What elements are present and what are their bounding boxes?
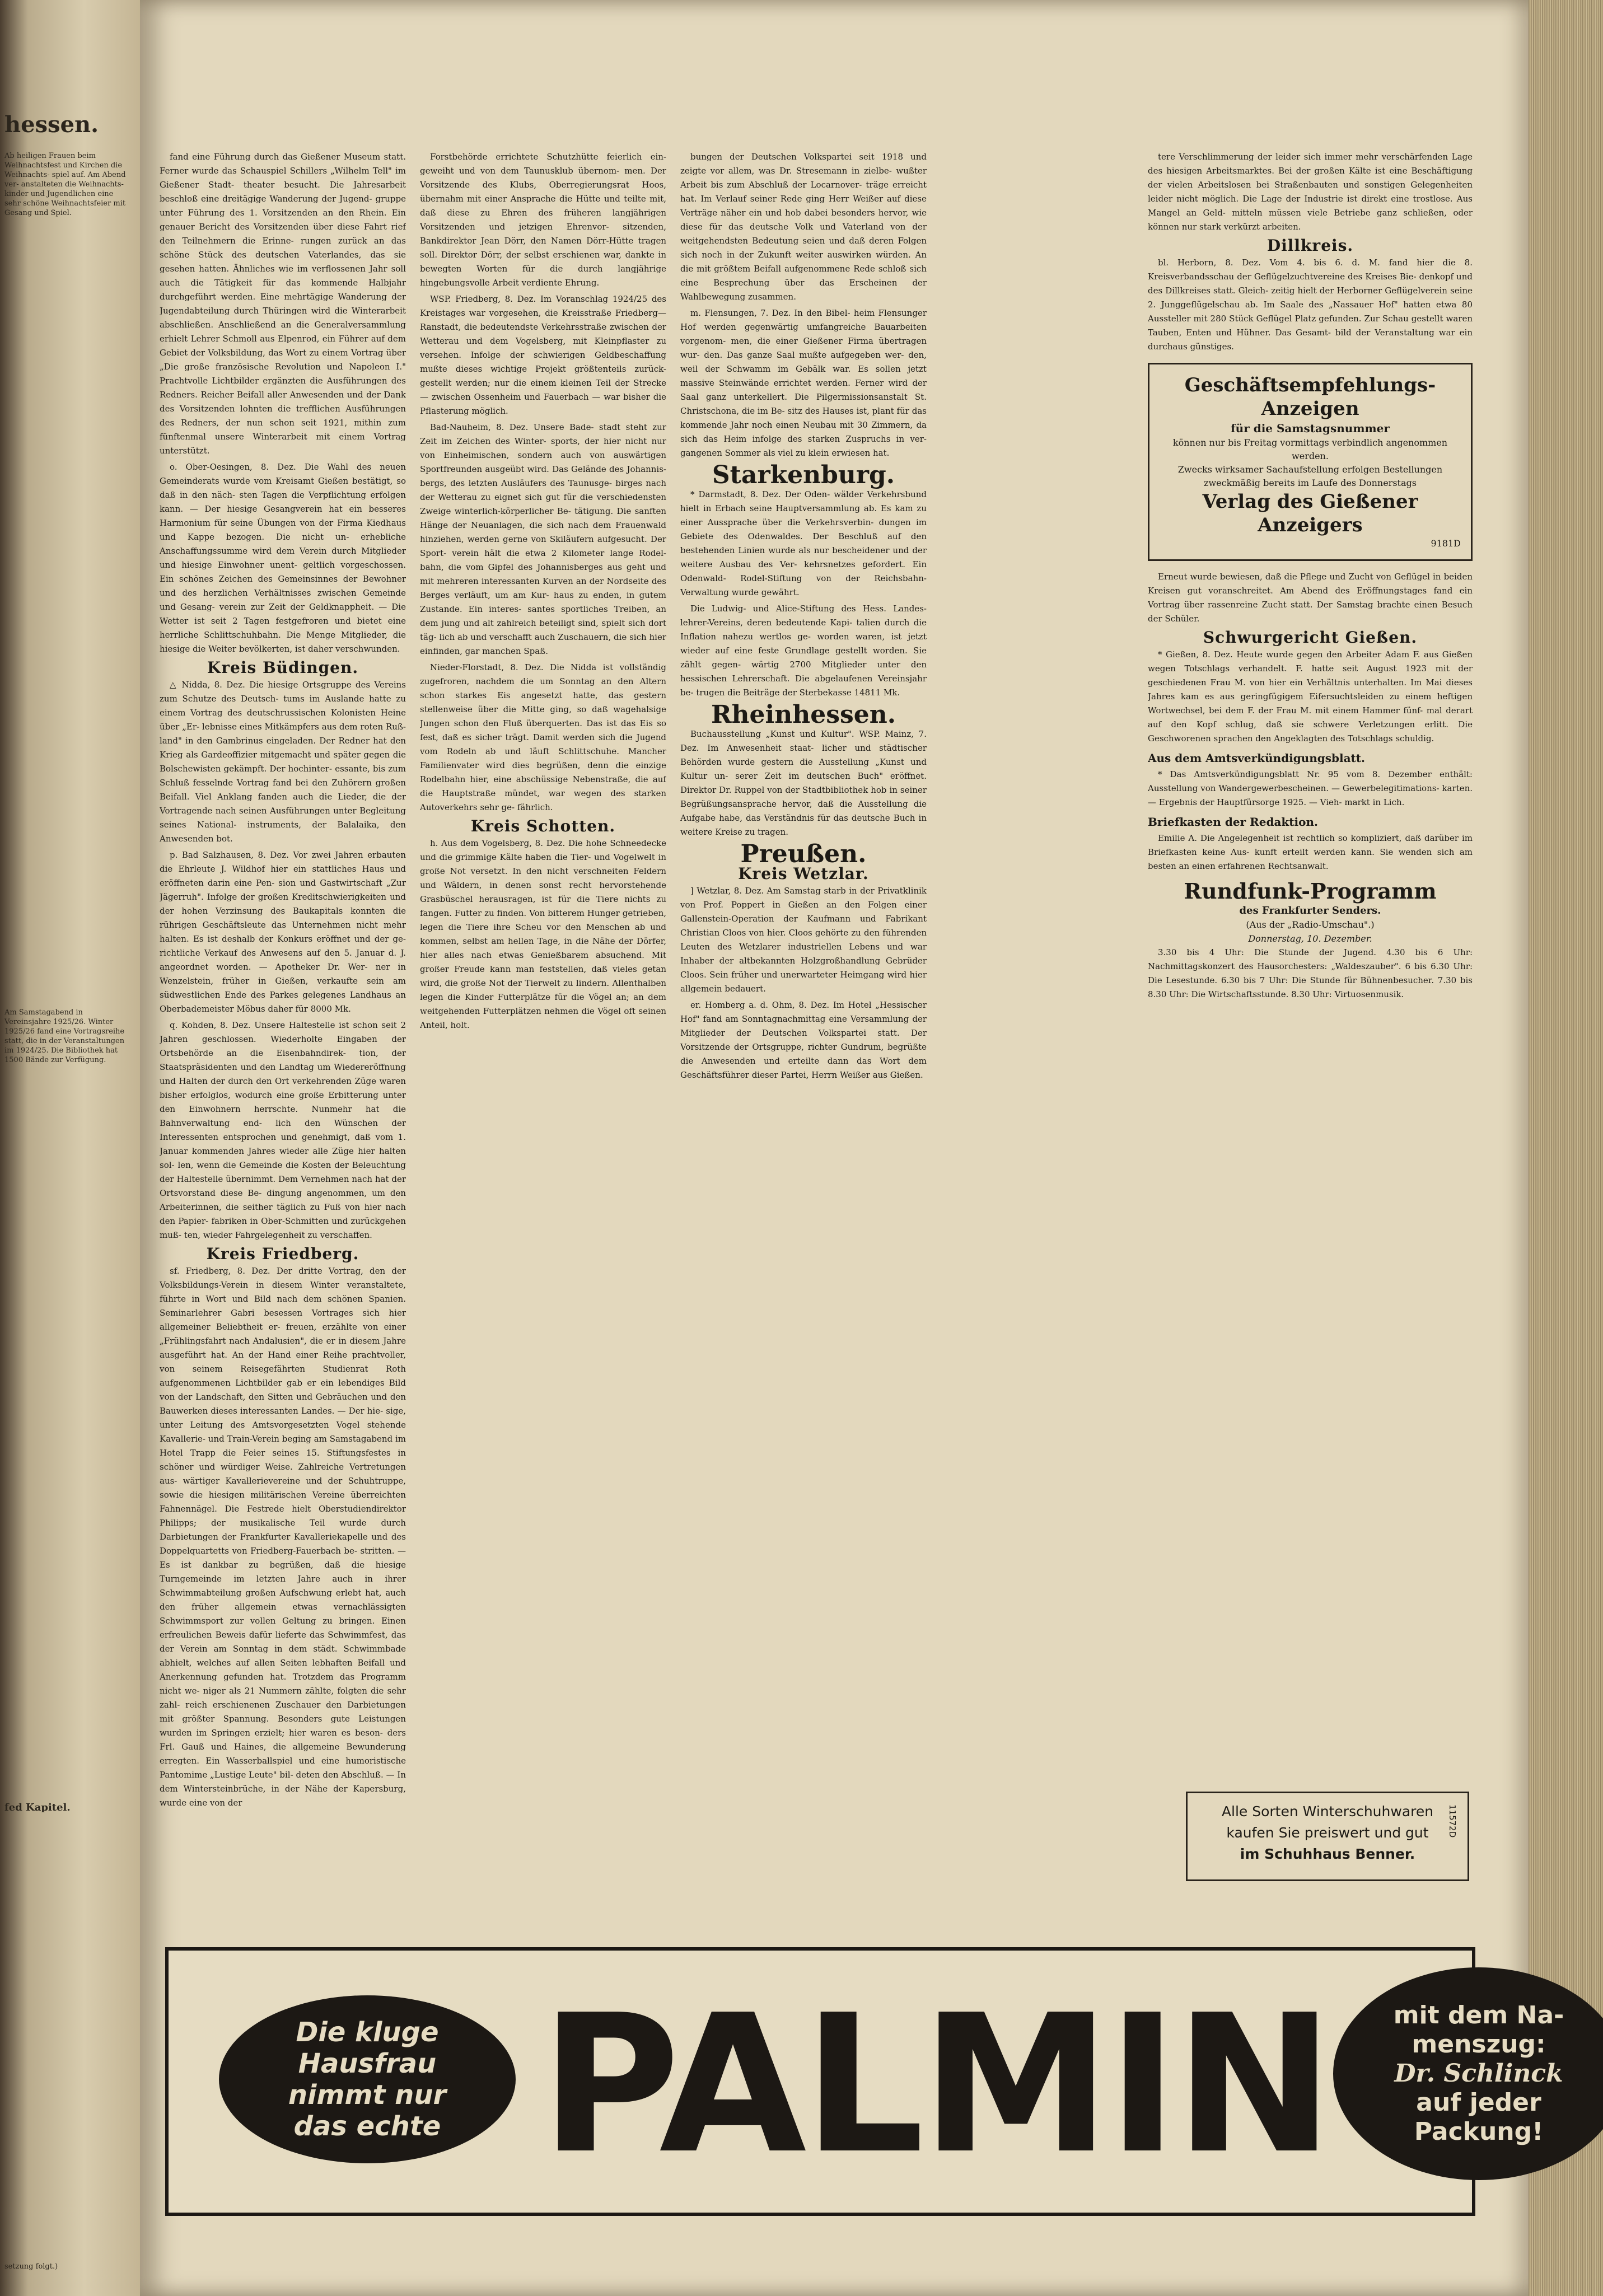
slogan-line: Die kluge [296, 2017, 439, 2048]
article-text: sf. Friedberg, 8. Dez. Der dritte Vortrag, den der Volksbildungs-Verein in diesem Winter veranstaltete, führte in Wort und Bild nach dem schönen Spanien. Seminarlehrer Gabri besessen Vortrages sich hier allgemeiner Beliebtheit er- freuen, erzählte von einer „Frühlingsfahrt nach Andalusien", die er in diesem Jahre ausgeführt hat. An der Hand einer Reihe prachtvoller, von seinem Reisegefährten Studienrat Roth aufgenommenen Lichtbilder gab er ein lebendiges Bild von der Landschaft, den Sitten und Gebräuchen und den Bauwerken dieses interessanten Landes. — Der hie- sige, unter Leitung des Amtsvorgesetzten Vogel stehende Kavallerie- und Train-Verein beging am Samstagabend im Hotel Trapp die Feier seines 15. Stiftungsfestes in schöner und würdiger Weise. Zahlreiche Vertretungen aus- wärtiger Kavallerievereine und der Schuhtruppe, sowie die hiesigen militärischen Vereine überreichten Fahnennägel. Die Festrede hielt Oberstudiendirektor Philipps; der musikalische Teil wurde durch Darbietungen der Frankfurter Kavalleriekapelle und des Doppelquartetts von Friedberg-Fauerbach be- stritten. — Es ist dankbar zu begrüßen, daß die hiesige Turngemeinde im letzten Jahre auch in ihrer Schwimmabteilung großen Aufschwung erlebt hat, auch den früher allgemein etwas vernachlässigten Schwimmsport zur vollen Geltung zu bringen. Einen erfreulichen Beweis dafür lieferte das Schwimmfest, das der Verein am Sonntag in dem städt. Schwimmbade abhielt, welches auf allen Seiten lebhaften Beifall und Anerkennung gefunden hat. Trotzdem das Programm nicht we- niger als 21 Nummern zählte, folgten die sehr zahl- reich erschienenen Zuschauer den Darbietungen mit größter Spannung. Besonders gute Leistungen wurden im Springen erzielt; hier waren es beson- ders Frl. Gauß und Haines, die allgemeine Bewunderung erregten. Ein Wasserballspiel und eine humoristische Pantomime „Lustige Leute" bil- deten den Abschluß. — In dem Wintersteinbrüche, in der Nähe der Kapersburg, wurde eine von der [160, 1266, 406, 1808]
section-heading: Dillkreis. [1266, 236, 1354, 255]
region-heading: Preußen. [740, 840, 867, 868]
column-3 [680, 150, 927, 1930]
article-text: Erneut wurde bewiesen, daß die Pflege und Zucht von Geflügel in beiden Kreisen gut voranschreitet. Am Abend des Eröffnungstages fand ein Vortrag über rassenreine Zucht statt. Der Samstag brachte einen Besuch der Schüler. [1148, 572, 1473, 624]
article-text: 3.30 bis 4 Uhr: Die Stunde der Jugend. 4.30 bis 6 Uhr: Nachmittagskonzert des Hausorchesters: „Waldeszauber". 6 bis 6.30 Uhr: Die Lesestunde. 6.30 bis 7 Uhr: Die Stunde für Bühnenbesucher. 7.30 bis 8.30 Uhr: Die Wirtschaftsstunde. 8.30 Uhr: Virtuosenmusik. [1148, 947, 1473, 999]
slogan-line: das echte [293, 2111, 441, 2142]
page-stack-edge [1529, 0, 1603, 2296]
ad-line: kaufen Sie preiswert und gut [1226, 1825, 1429, 1841]
article-text: Forstbehörde errichtete Schutzhütte feierlich ein- geweiht und von dem Taunusklub übernom- men. Der Vorsitzende des Klubs, Oberregierungsrat Hoos, übernahm mit einer Ansprache die Hütte und teilte mit, daß diese zu Ehren des früheren langjährigen Vorsitzenden und jetzigen Ehrenvor- sitzenden, Bankdirektor Jean Dörr, den Namen Dörr-Hütte tragen soll. Direktor Dörr, der selbst erschienen war, dankte in bewegten Worten für die durch langjährige hingebungsvolle Arbeit verdiente Ehrung. [420, 152, 666, 288]
slogan-line: auf jeder [1416, 2088, 1541, 2117]
section-heading: Kreis Büdingen. [207, 658, 359, 677]
region-heading: Rheinhessen. [711, 700, 896, 729]
article-text: bl. Herborn, 8. Dez. Vom 4. bis 6. d. M. fand hier die 8. Kreisverbandsschau der Geflügelzuchtvereine des Kreises Bie- denkopf und des Dillkreises statt. Gleich- zeitig hielt der Herborner Geflügelverein seine 2. Junggeflügelschau ab. Im Saale des „Nassauer Hof" hatten etwa 80 Aussteller mit 280 Stück Geflügel Platz gefunden. Zur Schau gestellt waren Tauben, Enten und Hühner. Das Gesamt- bild der Veranstaltung war ein durchaus günstiges. [1148, 258, 1473, 352]
slogan-line: mit dem Na- [1393, 2001, 1564, 2030]
section-heading: Briefkasten der Redaktion. [1148, 815, 1318, 829]
article-text: m. Flensungen, 7. Dez. In den Bibel- heim Flensunger Hof werden gegenwärtig umfangreiche Bauarbeiten vorgenom- men, die einer Gießener Firma übertragen wur- den. Das ganze Saal mußte aufgegeben wer- den, weil der Schwamm im Gebälk war. Es sollen jetzt massive Steinwände errichtet werden. Ferner wird der Saal ganz unterkellert. Die Pilgermissionsanstalt St. Christschona, die im Be- sitz des Hauses ist, plant für das kommende Jahr noch einen Neubau mit 30 Zimmern, da sich das Heim infolge des starken Zuspruchs in ver- gangenen Sommer als viel zu klein erwiesen hat. [680, 308, 927, 458]
left-page-edge [0, 0, 140, 2296]
column-2 [420, 150, 666, 1930]
article-text: q. Kohden, 8. Dez. Unsere Haltestelle ist schon seit 2 Jahren geschlossen. Wiederholte Eingaben der Ortsbehörde an die Eisenbahndirek- tion, der Staatspräsidenten und den Landtag um Wiedereröffnung und Halten der durch den Ort verkehrenden Züge waren bisher erfolglos, wodurch eine große Erbitterung unter den Einwohnern herrschte. Nunmehr hat die Bahnverwaltung end- lich den Wünschen der Interessenten entsprochen und genehmigt, daß vom 1. Januar kommenden Jahres wieder alle Züge hier halten sol- len, wenn die Gemeinde die Kosten der Beleuchtung der Haltestelle übernimmt. Dem Vernehmen nach hat der Ortsvorstand diese Be- dingung angenommen, um den Arbeiterinnen, die seither täglich zu Fuß von hier nach den Papier- fabriken in Ober-Schmitten und zurückgehen muß- ten, wieder Fahrgelegenheit zu verschaffen. [160, 1020, 406, 1240]
article-text: WSP. Friedberg, 8. Dez. Im Voranschlag 1924/25 des Kreistages war vorgesehen, die Kreisstraße Friedberg—Ranstadt, die bedeutendste Verkehrsstraße zwischen der Wetterau und dem Vogelsberg, mit Kleinpflaster zu versehen. Infolge der schwierigen Geldbeschaffung mußte dieses wichtige Projekt größtenteils zurück- gestellt werden; nur die einem kleinen Teil der Strecke — zwischen Ossenheim und Fauerbach — war bisher die Pflasterung möglich. [420, 294, 666, 416]
article-text: * Das Amtsverkündigungsblatt Nr. 95 vom 8. Dezember enthält: Ausstellung von Wandergewerbescheinen. — Gewerbelegitimations- karten. — Ergebnis der Hauptfürsorge 1925. — Vieh- markt in Lich. [1148, 769, 1473, 807]
left-edge-fragment: Ab heiligen Frauen beim Weihnachtsfest und Kirchen die Weihnachts- spiel auf. Am Abend ver- anstalteten die Weihnachts- kinder und Jugendlichen eine sehr schöne Weihnachtsfeier mit Gesang und Spiel. [4, 152, 126, 217]
left-edge-headline: hessen. [4, 112, 99, 138]
article-text: h. Aus dem Vogelsberg, 8. Dez. Die hohe Schneedecke und die grimmige Kälte haben die Tier- und Vogelwelt in große Not versetzt. In den nicht verschneiten Feldern und Wäldern, in denen sonst recht hervorstehende Grasbüschel herausragen, ist für die Tiere nichts zu fangen. Futter zu finden. Von bitterem Hunger getrieben, legen die Tiere ihre Scheu vor den Menschen ab und kommen, selbst am hellen Tage, in die Nähe der Dörfer, hier alles nach etwas Genießbarem absuchend. Mit großer Freude kann man feststellen, daß vieles getan wird, die große Not der Tierwelt zu lindern. Allenthalben legen die Kinder Futterplätze für die Vögel an; an dem weitgehenden Futterplätzen nehmen die Vögel oft seinen Anteil, holt. [420, 838, 666, 1030]
slogan-line: menszug: [1412, 2030, 1546, 2059]
left-edge-fragment: fed Kapitel. [4, 1803, 71, 1812]
article-text: fand eine Führung durch das Gießener Museum statt. Ferner wurde das Schauspiel Schillers „Wilhelm Tell" im Gießener Stadt- theater besucht. Die Jahresarbeit beschloß eine dreitägige Wanderung der Jugend- gruppe unter Führung des 1. Vorsitzenden an den Rhein. Ein genauer Bericht des Vorsitzenden über diese Fahrt rief den Teilnehmern die Erinne- rungen zurück an das schöne Stück des deutschen Vaterlandes, das sie gesehen hatten. Ähnliches wie im verflossenen Jahr soll auch die Tätigkeit für das kommende Halbjahr durchgeführt werden. Eine mehrtägige Wanderung der Jugendabteilung durch Thüringen wird die Winterarbeit abschließen. Anschließend an die Generalversammlung erhielt Lehrer Schmoll aus Elpenrod, ein Führer auf dem Gebiet der Volksbildung, das Wort zu einem Vortrag über „Die große französische Revolution und Napoleon I." Prachtvolle Lichtbilder ergänzten die Ausführungen des Redners. Reicher Beifall aller Anwesenden und der Dank des Vorsitzenden lohnten die trefflichen Ausführungen des Redners, der nun schon seit 1921, mithin zum fünftenmal unsere Winterarbeit mit einem Vortrag unterstützt. [160, 152, 406, 456]
notice-line: für die Samstagsnummer [1231, 422, 1390, 435]
shoe-store-ad [1186, 1792, 1469, 1881]
ad-line: Alle Sorten Winterschuhwaren [1221, 1803, 1434, 1820]
radio-subtitle: des Frankfurter Senders. [1239, 905, 1381, 916]
notice-publisher: Verlag des Gießener Anzeigers [1202, 490, 1418, 536]
radio-program-title: Rundfunk-Programm [1184, 878, 1437, 904]
article-text: * Gießen, 8. Dez. Heute wurde gegen den Arbeiter Adam F. aus Gießen wegen Totschlags verhandelt. F. hatte seit August 1923 mit der geschiedenen Frau M. von hier ein Verhältnis unterhalten. Im Mai dieses Jahres kam es aus geringfügigem Eifersuchtsleiden zu einem heftigen Wortwechsel, bei dem F. der Frau M. mit einem Hammer fünf- mal derart auf den Kopf schlug, daß sie schwere Verletzungen erlitt. Die Geschworenen sprachen den Angeklagten des Totschlags schuldig. [1148, 649, 1473, 743]
palmin-right-slogan [1333, 1967, 1603, 2180]
article-text: Emilie A. Die Angelegenheit ist rechtlich so kompliziert, daß darüber im Briefkasten keine Aus- kunft erteilt werden kann. Sie wenden sich am besten an einen erfahrenen Rechtsanwalt. [1148, 833, 1473, 871]
palmin-brand-logo: PALMIN [540, 1974, 1331, 2196]
palmin-ad [165, 1947, 1564, 2216]
article-text: o. Ober-Oesingen, 8. Dez. Die Wahl des neuen Gemeinderats wurde vom Kreisamt Gießen bestätigt, so daß in den näch- sten Tagen die Verpflichtung erfolgen kann. — Der hiesige Gesangverein hat ein besseres Harmonium für seine Übungen von der Firma Kiedhaus und Kappe bezogen. Die nicht un- erhebliche Anschaffungssumme wird dem Verein durch Mitglieder und hiesige Einwohner unent- geltlich vorgeschossen. Ein schönes Zeichen des Gemeinsinnes der Bewohner und des herzlichen Verhältnisses zwischen Gemeinde und Gesang- verein zur Zeit der Geldknappheit. — Die Wetter ist seit 2 Tagen festgefroren und bietet eine herrliche Schlittschuhbahn. Die Menge Mitglieder, die hiesige die Weiter bevölkerten, ist daher verschwunden. [160, 462, 406, 654]
article-text: tere Verschlimmerung der leider sich immer mehr verschärfenden Lage des hiesigen Arbeitsmarktes. Bei der großen Kälte ist eine Beschäftigung der vielen Arbeitslosen bei Straßenbauten und sonstigen Gelegenheiten leider nicht möglich. Die Lage der Industrie ist direkt eine trostlose. Aus Mangel an Geld- mitteln müssen viele Betriebe ganz schließen, oder können nur stark verkürzt arbeiten. [1148, 152, 1473, 232]
slogan-line: Packung! [1414, 2117, 1544, 2146]
section-heading: Kreis Friedberg. [206, 1245, 359, 1263]
article-text: * Darmstadt, 8. Dez. Der Oden- wälder Verkehrsbund hielt in Erbach seine Hauptversammlung ab. Es kam zu einer Aussprache über die Verkehrsverbin- dungen im Gebiete des Odenwaldes. Der Beschluß auf den bestehenden Linien wurde als nur bescheidener und der weitere Ausbau des Ver- kehrsnetzes gefordert. Ein Odenwald- Rodel-Stiftung von der Reichsbahn- Verwaltung wurde gewährt. [680, 489, 927, 597]
palmin-left-slogan [219, 1995, 516, 2163]
article-text: p. Bad Salzhausen, 8. Dez. Vor zwei Jahren erbauten die Ehrleute J. Wildhof hier ein stattliches Haus und eröffneten darin eine Pen- sion und Gastwirtschaft „Zur Jägerruh". Infolge der großen Kreditschwierigkeiten und der hohen Verzinsung des Baukapitals konnten die rührigen Geschäftsleute das Unternehmen nicht mehr halten. Es ist deshalb der Konkurs eröffnet und der ge- richtliche Verkauf des Anwesens auf den 5. Januar d. J. angeordnet worden. — Apotheker Dr. Wer- ner in Wenzelstein, früher in Gießen, verkaufte sein am südwestlichen Ende des Parkes gelegenes Landhaus an Oberbademeister Möbus daher für 8000 Mk. [160, 850, 406, 1014]
section-heading: Aus dem Amtsverkündigungsblatt. [1148, 751, 1365, 765]
notice-line: Zwecks wirksamer Sachaufstellung erfolgen Bestellungen zweckmäßig bereits im Laufe des Donnerstags [1177, 464, 1443, 488]
left-edge-footer: setzung folgt.) [4, 2262, 58, 2271]
section-heading: Schwurgericht Gießen. [1203, 628, 1418, 647]
left-edge-fragment: Am Samstagabend in Vereinsjahre 1925/26. Winter 1925/26 fand eine Vortragsreihe statt, die in der Veranstaltungen im 1924/25. Die Bibliothek hat 1500 Bände zur Verfügung. [4, 1008, 125, 1064]
article-text: bungen der Deutschen Volkspartei seit 1918 und zeigte vor allem, was Dr. Stresemann in zielbe- wußter Arbeit bis zum Abschluß der Locarnover- träge erreicht hat. Im Verlauf seiner Rede ging Herr Weißer auf diese Verträge näher ein und hob dabei besonders hervor, wie diese für das deutsche Volk und Vaterland von der weitgehendsten Bedeutung seien und daß deren Folgen sich noch in der Zukunft weiter auswirken würden. An die mit größtem Beifall aufgenommene Rede schloß sich eine Besprechung über das Erscheinen der Wahlbewegung zusammen. [680, 152, 927, 302]
region-heading: Starkenburg. [712, 461, 895, 489]
article-text: ] Wetzlar, 8. Dez. Am Samstag starb in der Privatklinik von Prof. Poppert in Gießen an den Folgen einer Gallenstein-Operation der Kaufmann und Fabrikant Christian Cloos von hier. Cloos gehörte zu den führenden Leuten des Wetzlarer industriellen Lebens und war Inhaber der altbekannten Holzgroßhandlung Gebrüder Cloos. Sein früher und unerwarteter Heimgang wird hier allgemein bedauert. [680, 886, 927, 994]
radio-date: Donnerstag, 10. Dezember. [1248, 933, 1372, 944]
notice-line: können nur bis Freitag vormittags verbindlich angenommen werden. [1172, 437, 1448, 461]
ad-code: 11572D [1447, 1804, 1457, 1838]
radio-source: (Aus der „Radio-Umschau".) [1246, 919, 1375, 930]
article-text: Die Ludwig- und Alice-Stiftung des Hess. Landes- lehrer-Vereins, deren bedeutende Kapi- talien durch die Inflation nahezu wertlos ge- worden waren, ist jetzt wieder auf eine feste Grundlage gestellt worden. Sie zählt gegen- wärtig 2700 Mitglieder unter den hessischen Lehrerschaft. Die abgelaufenen Vereinsjahr be- trugen die Beiträge der Sterbekasse 14811 Mk. [680, 604, 927, 698]
notice-title: Geschäftsempfehlungs-Anzeigen [1184, 374, 1436, 420]
article-text: △ Nidda, 8. Dez. Die hiesige Ortsgruppe des Vereins zum Schutze des Deutsch- tums im Auslande hatte zu einem Vortrag des deutschrussischen Kolonisten Heine über „Er- lebnisse eines Mitkämpfers aus dem roten Ruß- land" in den Gambrinus eingeladen. Der Redner hat den Krieg als Gardeoffizier mitgemacht und später gegen die Bolschewisten gekämpft. Der hochinter- essante, bis zum Schluß fesselnde Vortrag fand bei den Zuhörern großen Beifall. Viel Anklang fanden auch die Lieder, die der Vortragende nach seinen Ausführungen unter Begleitung seines National- instruments, der Balalaika, den Anwesenden bot. [160, 680, 406, 844]
ad-line: im Schuhhaus Benner. [1240, 1846, 1415, 1862]
slogan-signature: Dr. Schlinck [1394, 2059, 1563, 2088]
notice-code: 9181D [1431, 538, 1461, 549]
slogan-line: nimmt nur [288, 2079, 447, 2111]
article-text: Buchausstellung „Kunst und Kultur". WSP. Mainz, 7. Dez. Im Anwesenheit staat- licher und städtischer Behörden wurde gestern die Ausstellung „Kunst und Kultur un- serer Zeit im deutschen Buch" eröffnet. Direktor Dr. Ruppel von der Stadtbibliothek hob in seiner Begrüßungsansprache hervor, daß die Ausstellung die Aufgabe habe, das Verständnis für das deutsche Buch in weitere Kreise zu tragen. [680, 729, 927, 837]
article-text: er. Homberg a. d. Ohm, 8. Dez. Im Hotel „Hessischer Hof" fand am Sonntagnachmittag eine Versammlung der Mitglieder der Deutschen Volkspartei statt. Der Vorsitzende der Ortsgruppe, richter Gundrum, begrüßte die Anwesenden und erteilte dann das Wort dem Geschäftsführer dieser Partei, Herrn Weißer aus Gießen. [680, 1000, 927, 1080]
column-1 [160, 150, 406, 1930]
column-4 [1148, 150, 1473, 1774]
article-text: Nieder-Florstadt, 8. Dez. Die Nidda ist vollständig zugefroren, nachdem die um Sonntag an den Altern schon starkes Eis angesetzt hatte, das gestern stellenweise über die Mitte ging, so daß wagehalsige Jungen schon den Fluß überquerten. Das ist das Eis so fest, daß es sicher trägt. Damit werden sich die Jugend vom Rodeln ab und läuft Schlittschuhe. Mancher Familienvater wird dies begrüßen, denn die einzige Rodelbahn hier, eine abschüssige Nebenstraße, die auf die Hauptstraße mündet, war wegen des starken Autoverkehrs sehr ge- fährlich. [420, 662, 666, 812]
section-heading: Kreis Wetzlar. [738, 864, 869, 883]
article-text: Bad-Nauheim, 8. Dez. Unsere Bade- stadt steht zur Zeit im Zeichen des Winter- sports, der hier nicht nur von Einheimischen, sondern auch von auswärtigen Sportfreunden ausgeübt wird. Das Gelände des Johannis- bergs, des letzten Ausläufers des Taunusge- birges nach der Wetterau zu eignet sich gut für die verschiedensten Zweige winterlich-körperlicher Be- tätigung. Die sanften Hänge der Neuanlagen, die sich nach dem Frauenwald hinziehen, werden gerne von Skiläufern aufgesucht. Der Sport- verein hält die etwa 2 Kilometer lange Rodel- bahn, die vom Gipfel des Johannisberges aus geht und mit mehreren interessanten Kurven an der Nordseite des Berges verläuft, um am Kur- haus zu enden, in gutem Zustande. Ein interes- santes sportliches Treiben, an dem jung und alt zahlreich beteiligt sind, spielt sich dort täg- lich ab und verschafft auch Zuschauern, die sich hier einfinden, gar manchen Spaß. [420, 422, 666, 656]
slogan-line: Hausfrau [298, 2048, 437, 2079]
publisher-notice-box [1148, 363, 1473, 561]
section-heading: Kreis Schotten. [470, 817, 616, 835]
